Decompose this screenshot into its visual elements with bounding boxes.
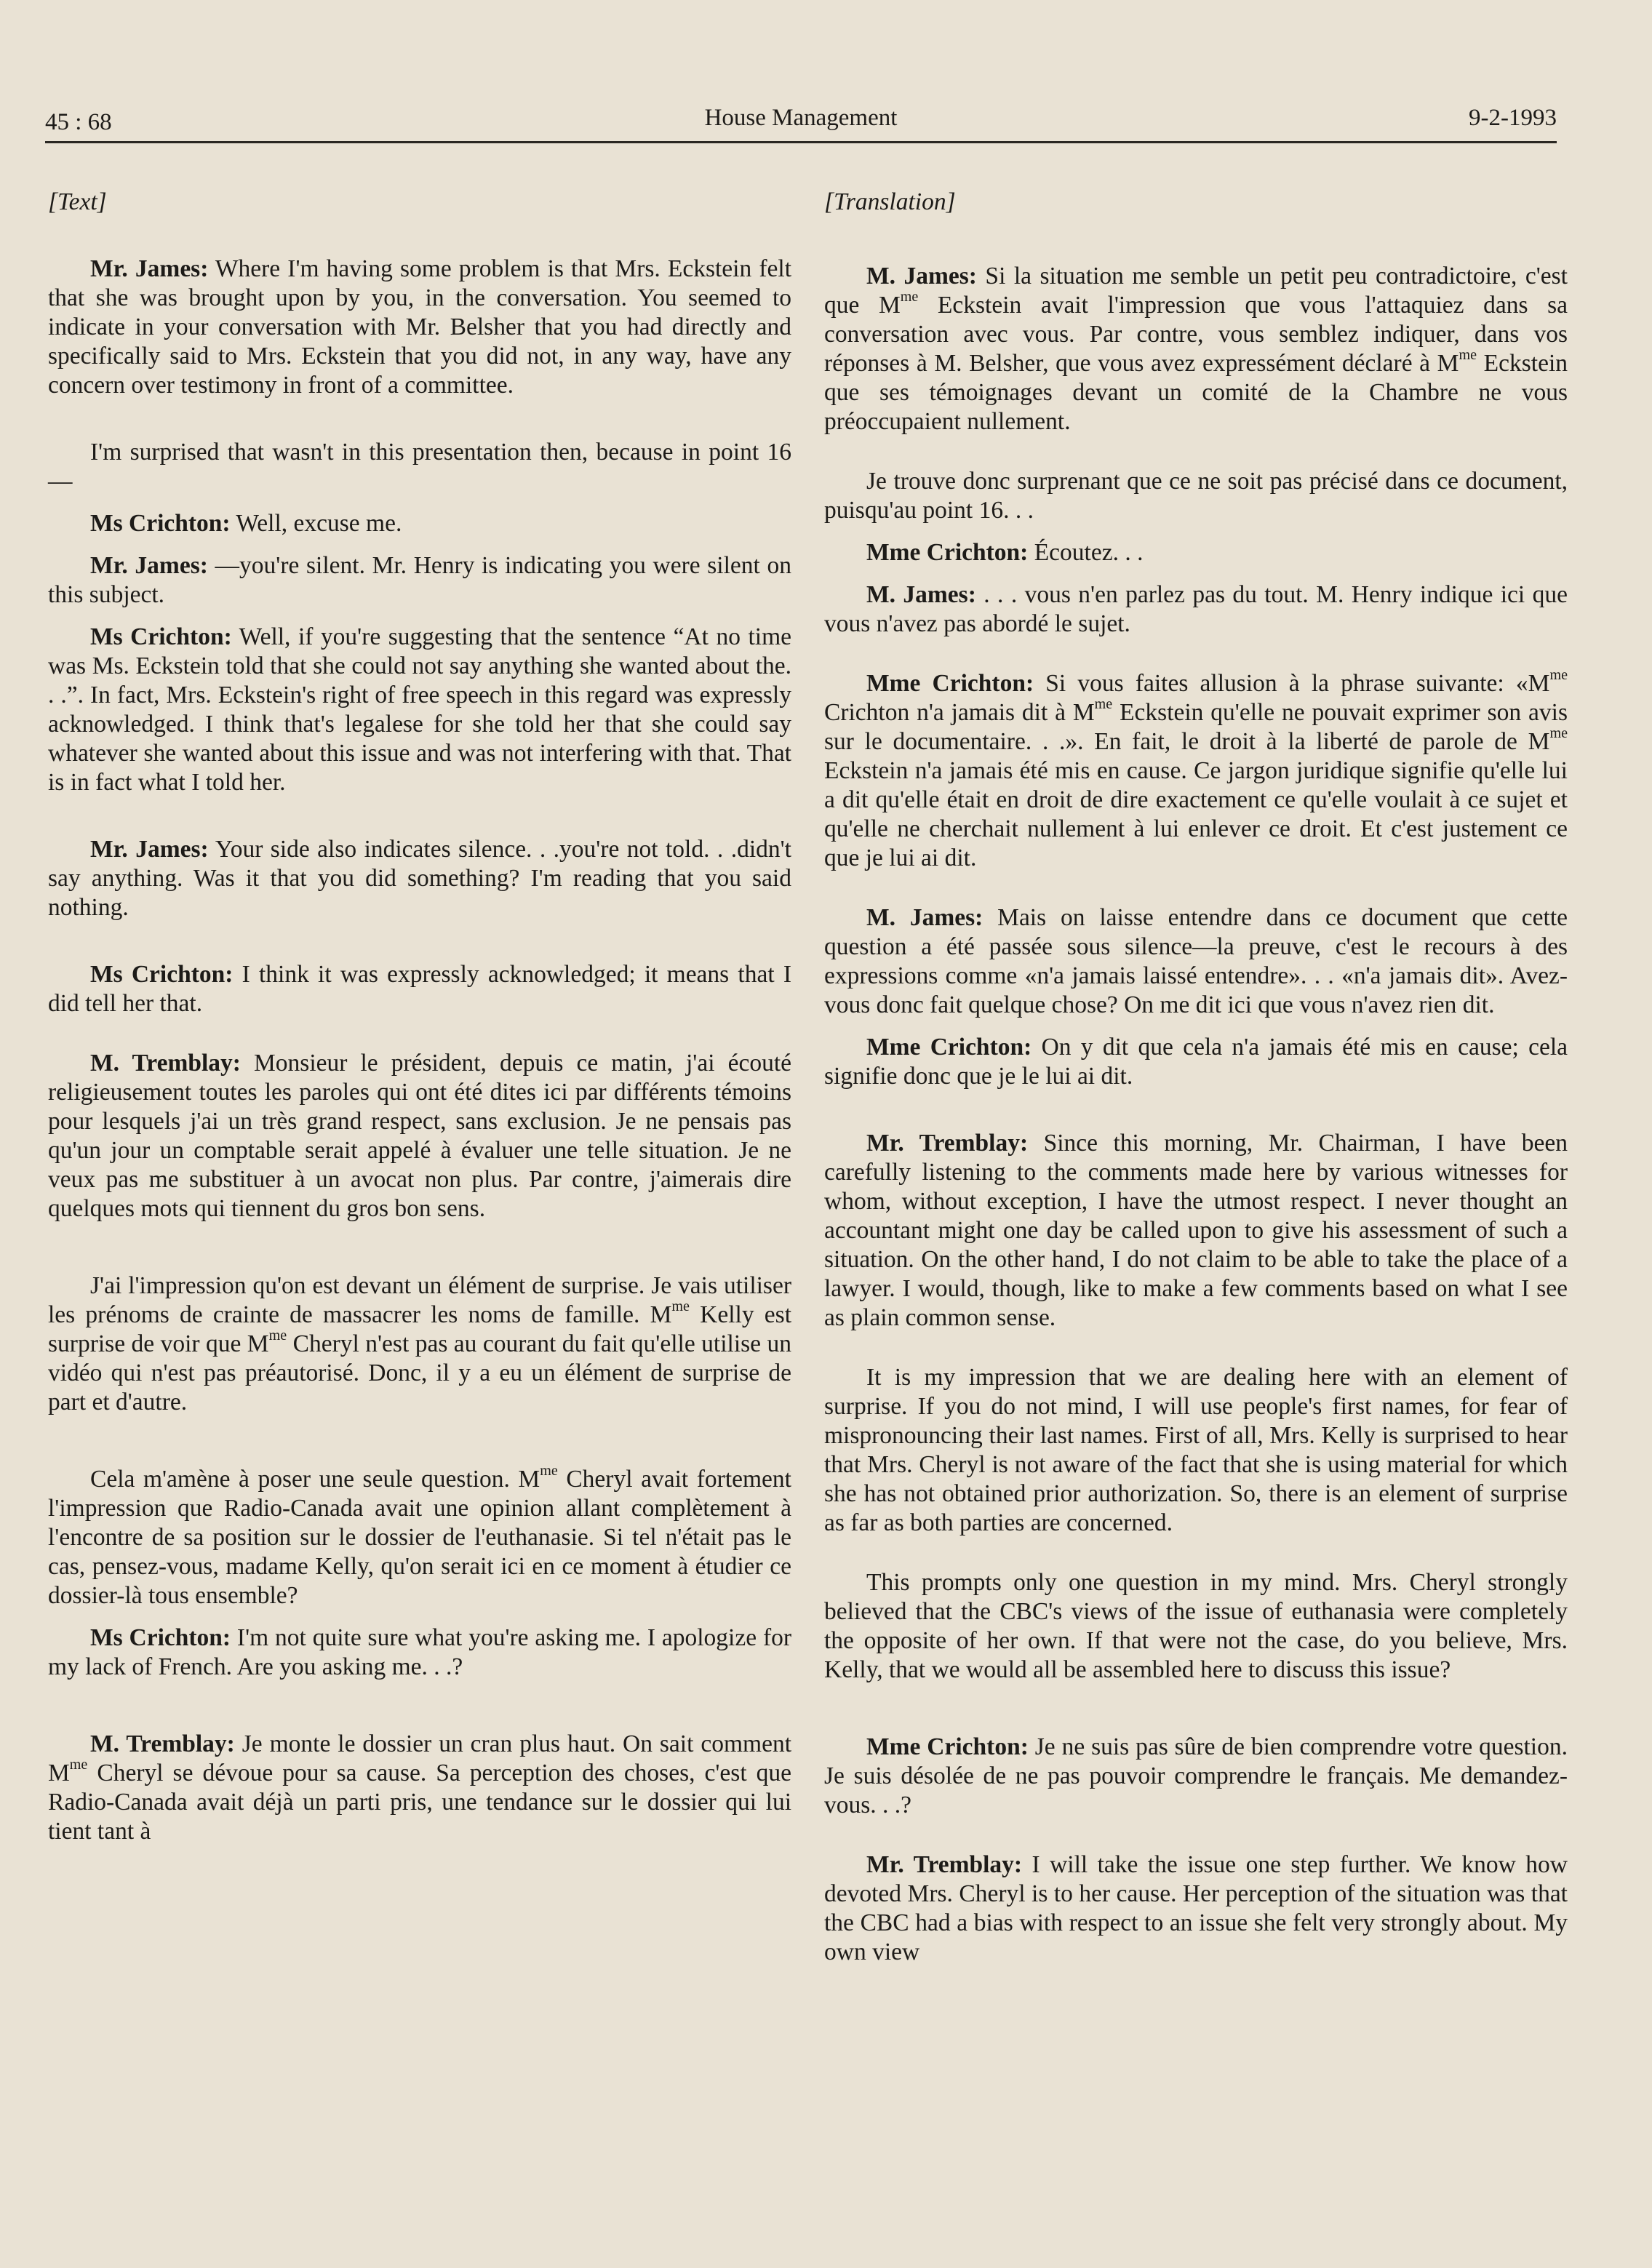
speaker-name: Ms Crichton: (90, 1624, 231, 1651)
speaker-name: M. Tremblay: (90, 1050, 241, 1077)
english-column (48, 188, 791, 1846)
speaker-name: Mr. James: (90, 255, 209, 282)
intervention: Mr. James: Where I'm having some problem is that Mrs. Eckstein felt that she was brought upon by you, in the conversation. You seemed to indicate in your conversation with Mr. Belsher that you had directly and specifically said to Mrs. Eckstein that you did not, in any way, have any concern over testimony in front of a committee. (48, 255, 791, 399)
intervention: Mr. Tremblay: I will take the issue one step further. We know how devoted Mrs. Cheryl is to her cause. Her perception of the situation was that the CBC had a bias with respect to an issue she felt very strongly about. My own view (824, 1851, 1568, 1965)
speaker-name: Mme Crichton: (866, 1733, 1029, 1760)
speaker-name: M. Tremblay: (90, 1730, 235, 1757)
intervention: Ms Crichton: Well, excuse me. (90, 510, 402, 537)
paragraph: This prompts only one question in my mind. Mrs. Cheryl strongly believed that the CBC's views of the issue of euthanasia were completely the opposite of her own. If that were not the case, do you believe, Mrs. Kelly, that we would all be assembled here to discuss this issue? (824, 1569, 1568, 1683)
intervention: M. James: Mais on laisse entendre dans ce document que cette question a été passée sous silence—la preuve, c'est le recours à des expressions comme «n'a jamais laissé entendre». . . «n'a jamais dit». Avez-vous donc fait quelque chose? On me dit ici que vous n'avez rien dit. (824, 904, 1568, 1018)
speaker-name: Mr. James: (90, 836, 209, 863)
intervention: Ms Crichton: I'm not quite sure what you're asking me. I apologize for my lack of French. Are you asking me. . .? (48, 1624, 792, 1680)
speaker-name: M. James: (866, 263, 977, 290)
intervention: M. Tremblay: Je monte le dossier un cran plus haut. On sait comment $M^{me}$ Cheryl se dévoue pour sa cause. Sa perception des choses, c'est que Radio-Canada avait déjà un parti pris, une tendance sur le dossier qui lui tient tant à (48, 1730, 791, 1845)
column-label: [Text] (48, 188, 107, 215)
paragraph: I'm surprised that wasn't in this presentation then, because in point 16— (48, 439, 791, 495)
speaker-name: Mr. Tremblay: (866, 1851, 1023, 1878)
intervention: M. James: Si la situation me semble un petit peu contradictoire, c'est que $M^{me}$ Eckstein avait l'impression que vous l'attaquiez dans sa conversation avec vous. Par contre, vous semblez indiquer, dans vos réponses à M. Belsher, que vous avez expressément déclaré à $M^{me}$ Eckstein que ses témoignages devant un comité de la Chambre ne vous préoccupaient nullement. (824, 263, 1568, 435)
intervention: Ms Crichton: I think it was expressly acknowledged; it means that I did tell her that. (48, 961, 791, 1017)
intervention: Ms Crichton: Well, if you're suggesting that the sentence “At no time was Ms. Eckstein told that she could not say anything she wanted about the. . .”. In fact, Mrs. Eckstein's right of free speech in this regard was expressly acknowledged. I think that's legalese for she told her that she could say whatever she wanted about this issue and was not interfering with that. That is in fact what I told her. (48, 623, 791, 796)
sitting-date: 9-2-1993 (1469, 105, 1557, 131)
committee-title: House Management (704, 105, 898, 131)
column-label: [Translation] (824, 188, 956, 215)
intervention: Mme Crichton: Je ne suis pas sûre de bien comprendre votre question. Je suis désolée de ne pas pouvoir comprendre le français. Me demandez-vous. . .? (824, 1733, 1568, 1818)
speaker-name: Mr. James: (90, 552, 208, 579)
speaker-name: Mr. Tremblay: (866, 1130, 1029, 1157)
intervention: M. Tremblay: Monsieur le président, depuis ce matin, j'ai écouté religieusement toutes les paroles qui ont été dites ici par différents témoins pour lesquels j'ai un très grand respect, sans exclusion. Je ne pensais pas qu'un jour un comptable serait appelé à évaluer une telle situation. Je ne veux pas me substituer à un avocat non plus. Par contre, j'aimerais dire quelques mots qui tiennent du gros bon sens. (48, 1050, 791, 1222)
page-number: 45 : 68 (45, 109, 112, 135)
intervention: Mr. James: —you're silent. Mr. Henry is indicating you were silent on this subject. (48, 552, 791, 608)
paragraph: It is my impression that we are dealing here with an element of surprise. If you do not mind, I will use people's first names, for fear of mispronouncing their last names. First of all, Mrs. Kelly is surprised to hear that Mrs. Cheryl is not aware of the fact that she is using material for which she has not obtained prior authorization. So, there is an element of surprise as far as both parties are concerned. (824, 1364, 1568, 1536)
speaker-name: Ms Crichton: (90, 623, 232, 650)
intervention: Mme Crichton: Écoutez. . . (866, 539, 1144, 566)
speaker-name: M. James: (866, 904, 983, 931)
speaker-name: M. James: (866, 581, 976, 608)
speaker-name: Ms Crichton: (90, 510, 231, 537)
intervention: M. James: . . . vous n'en parlez pas du tout. M. Henry indique ici que vous n'avez pas abordé le sujet. (824, 581, 1568, 637)
speaker-name: Mme Crichton: (866, 670, 1034, 697)
intervention: Mr. James: Your side also indicates silence. . .you're not told. . .didn't say anything. Was it that you did something? I'm reading that you said nothing. (48, 836, 791, 921)
french-column (824, 188, 1568, 1967)
intervention: Mme Crichton: On y dit que cela n'a jamais été mis en cause; cela signifie donc que je le lui ai dit. (824, 1034, 1568, 1090)
paragraph: Cela m'amène à poser une seule question. $M^{me}$ Cheryl avait fortement l'impression que Radio-Canada avait une opinion allant complètement à l'encontre de sa position sur le dossier de l'euthanasie. Si tel n'était pas le cas, pensez-vous, madame Kelly, qu'on serait ici en ce moment à étudier ce dossier-là tous ensemble? (48, 1462, 791, 1609)
intervention: Mme Crichton: Si vous faites allusion à la phrase suivante: «$M^{me}$ Crichton n'a jamais dit à $M^{me}$ Eckstein qu'elle ne pouvait exprimer son avis sur le documentaire. . .». En fait, le droit à la liberté de parole de $M^{me}$ Eckstein n'a jamais été mis en cause. Ce jargon juridique signifie qu'elle lui a dit qu'elle était en droit de dire exactement ce qu'elle voulait à ce sujet et qu'elle ne cherchait nullement à lui enlever ce droit. Et c'est justement ce que je lui ai dit. (824, 666, 1568, 871)
intervention: Mr. Tremblay: Since this morning, Mr. Chairman, I have been carefully listening to the comments made here by various witnesses for whom, without exception, I have the utmost respect. I never thought an accountant might one day be called upon to give his assessment of such a situation. On the other hand, I do not claim to be able to take the place of a lawyer. I would, though, like to make a few comments based on what I see as plain common sense. (824, 1130, 1568, 1331)
paragraph: Je trouve donc surprenant que ce ne soit pas précisé dans ce document, puisqu'au point 16. . . (824, 468, 1568, 524)
speaker-name: Mme Crichton: (866, 1034, 1032, 1061)
running-header (45, 103, 1557, 143)
speaker-name: Mme Crichton: (866, 539, 1029, 566)
speaker-name: Ms Crichton: (90, 961, 234, 988)
paragraph: J'ai l'impression qu'on est devant un élément de surprise. Je vais utiliser les prénoms de crainte de massacrer les noms de famille. $M^{me}$ Kelly est surprise de voir que $M^{me}$ Cheryl n'est pas au courant du fait qu'elle utilise un vidéo qui n'est pas préautorisé. Donc, il y a eu un élément de surprise de part et d'autre. (48, 1272, 792, 1415)
